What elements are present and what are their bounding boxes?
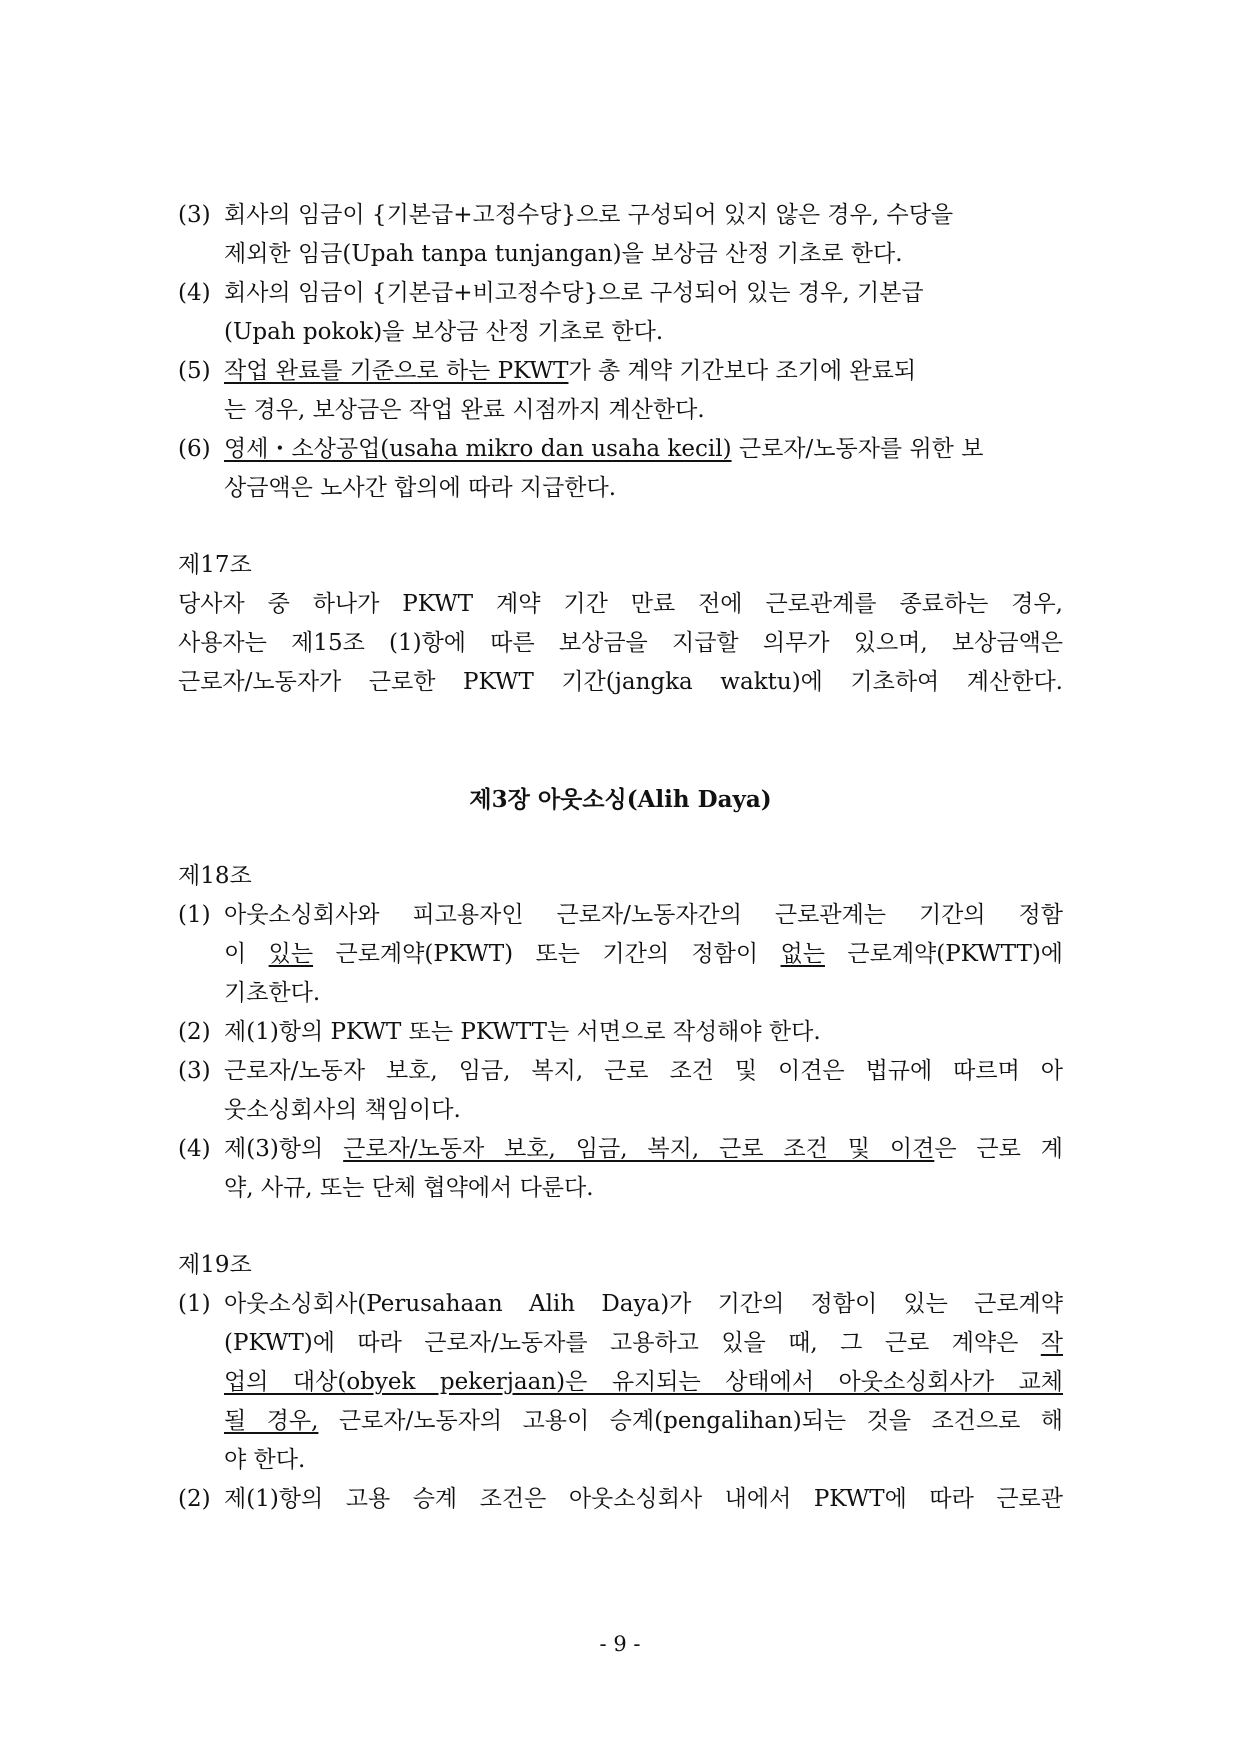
underlined-text: 있는 bbox=[268, 941, 314, 967]
item-text bbox=[224, 1052, 1063, 1130]
text-line bbox=[224, 430, 1063, 469]
list-item bbox=[178, 1480, 1063, 1519]
list-item bbox=[178, 1130, 1063, 1208]
list-item bbox=[178, 352, 1063, 430]
text-line: 약, 사규, 또는 단체 협약에서 다룬다. bbox=[224, 1175, 594, 1201]
text-line: 근로자/노동자 보호, 임금, 복지, 근로 조건 및 이견은 법규에 따르며 아 bbox=[224, 1058, 1063, 1084]
underlined-text: 영세・소상공업(usaha mikro dan usaha kecil) bbox=[224, 436, 732, 462]
underlined-text: 없는 bbox=[780, 941, 825, 967]
article-paragraph bbox=[178, 585, 1063, 702]
list-item bbox=[178, 274, 1063, 352]
item-number: (1) bbox=[178, 902, 211, 928]
text-line: 웃소싱회사의 책임이다. bbox=[224, 1097, 461, 1123]
item-text bbox=[224, 1480, 1063, 1519]
item-number: (2) bbox=[178, 1019, 211, 1045]
article-title: 제19조 bbox=[178, 1252, 252, 1278]
item-number: (6) bbox=[178, 436, 211, 462]
text-segment: 제(3)항의 bbox=[224, 1136, 344, 1162]
item-number: (1) bbox=[178, 1291, 211, 1317]
item-text bbox=[224, 896, 1063, 1013]
text-line: 근로자/노동자가 근로한 PKWT 기간(jangka waktu)에 기초하여 계산한다. bbox=[178, 669, 1063, 695]
item-text bbox=[224, 1013, 1063, 1052]
text-line: 사용자는 제15조 (1)항에 따른 보상금을 지급할 의무가 있으며, 보상금액은 bbox=[178, 630, 1063, 656]
item-text bbox=[224, 1285, 1063, 1480]
page-number: - 9 - bbox=[599, 1632, 641, 1656]
text-line bbox=[224, 352, 1063, 391]
text-line bbox=[224, 1130, 1063, 1169]
underlined-text: 작업 완료를 기준으로 하는 PKWT bbox=[224, 358, 569, 384]
item-text bbox=[224, 1130, 1063, 1208]
underlined-text: 작 bbox=[1040, 1330, 1063, 1356]
text-line bbox=[224, 1363, 1063, 1402]
underlined-text: 업의 대상(obyek pekerjaan)은 유지되는 상태에서 아웃소싱회사가 교체 bbox=[224, 1369, 1063, 1395]
text-line: 회사의 임금이 {기본급+고정수당}으로 구성되어 있지 않은 경우, 수당을 bbox=[224, 202, 954, 228]
list-item bbox=[178, 430, 1063, 508]
text-line bbox=[224, 1324, 1063, 1363]
text-line: 제(1)항의 고용 승계 조건은 아웃소싱회사 내에서 PKWT에 따라 근로관 bbox=[224, 1486, 1063, 1512]
underlined-text: 될 경우, bbox=[224, 1408, 319, 1434]
text-line: 기초한다. bbox=[224, 980, 321, 1006]
text-line: 야 한다. bbox=[224, 1447, 306, 1473]
item-number: (5) bbox=[178, 358, 211, 384]
text-line: 상금액은 노사간 합의에 따라 지급한다. bbox=[224, 475, 617, 501]
text-segment: 가 총 계약 기간보다 조기에 완료되 bbox=[568, 358, 917, 384]
text-line bbox=[224, 935, 1063, 974]
item-number: (3) bbox=[178, 1058, 211, 1084]
text-line: 제(1)항의 PKWT 또는 PKWTT는 서면으로 작성해야 한다. bbox=[224, 1019, 821, 1045]
text-line: 아웃소싱회사와 피고용자인 근로자/노동자간의 근로관계는 기간의 정함 bbox=[224, 902, 1063, 928]
item-text bbox=[224, 430, 1063, 508]
list-item bbox=[178, 1052, 1063, 1130]
item-number: (2) bbox=[178, 1486, 211, 1512]
list-item bbox=[178, 896, 1063, 1013]
item-text bbox=[224, 196, 1063, 274]
text-segment: 은 근로 계 bbox=[934, 1136, 1063, 1162]
text-segment: 근로자/노동자를 위한 보 bbox=[731, 436, 984, 462]
list-item bbox=[178, 1285, 1063, 1480]
text-segment: (PKWT)에 따라 근로자/노동자를 고용하고 있을 때, 그 근로 계약은 bbox=[224, 1330, 1041, 1356]
list-item bbox=[178, 196, 1063, 274]
text-line: 당사자 중 하나가 PKWT 계약 기간 만료 전에 근로관계를 종료하는 경우, bbox=[178, 591, 1063, 617]
text-segment: 근로계약(PKWTT)에 bbox=[824, 941, 1064, 967]
chapter-heading: 제3장 아웃소싱(Alih Daya) bbox=[469, 786, 772, 813]
text-line: (Upah pokok)을 보상금 산정 기초로 한다. bbox=[224, 319, 664, 345]
item-number: (4) bbox=[178, 280, 211, 306]
list-item bbox=[178, 1013, 1063, 1052]
item-text bbox=[224, 352, 1063, 430]
article-title: 제18조 bbox=[178, 863, 252, 889]
article-title: 제17조 bbox=[178, 552, 252, 578]
item-number: (4) bbox=[178, 1136, 211, 1162]
text-segment: 근로계약(PKWT) 또는 기간의 정함이 bbox=[313, 941, 781, 967]
text-line bbox=[224, 1402, 1063, 1441]
underlined-text: 근로자/노동자 보호, 임금, 복지, 근로 조건 및 이견 bbox=[343, 1136, 935, 1162]
item-number: (3) bbox=[178, 202, 211, 228]
document-body bbox=[178, 196, 1063, 1519]
text-line: 제외한 임금(Upah tanpa tunjangan)을 보상금 산정 기초로 한다. bbox=[224, 241, 903, 267]
text-segment: 근로자/노동자의 고용이 승계(pengalihan)되는 것을 조건으로 해 bbox=[318, 1408, 1063, 1434]
text-segment: 이 bbox=[224, 941, 269, 967]
text-line: 는 경우, 보상금은 작업 완료 시점까지 계산한다. bbox=[224, 397, 705, 423]
item-text bbox=[224, 274, 1063, 352]
text-line: 아웃소싱회사(Perusahaan Alih Daya)가 기간의 정함이 있는 근로계약 bbox=[224, 1291, 1063, 1317]
text-line: 회사의 임금이 {기본급+비고정수당}으로 구성되어 있는 경우, 기본급 bbox=[224, 280, 924, 306]
